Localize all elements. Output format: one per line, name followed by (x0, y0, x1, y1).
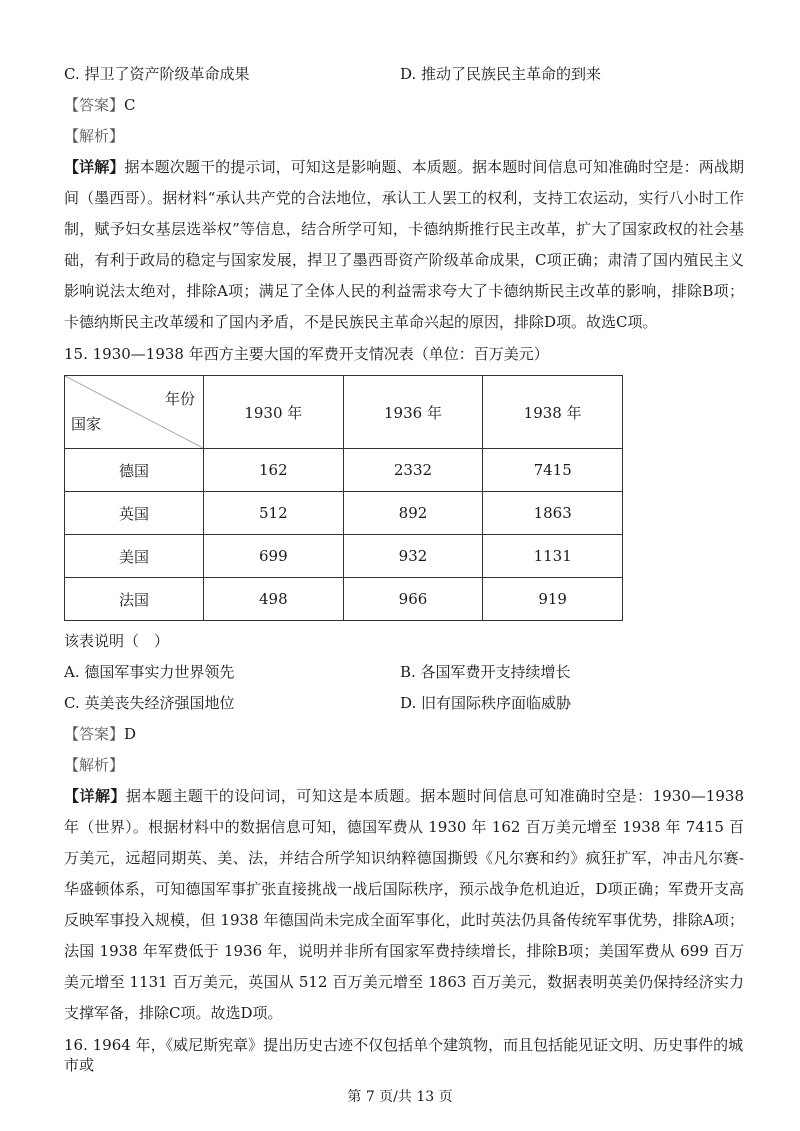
table-row (65, 535, 623, 578)
options-row (64, 64, 744, 84)
option-c: C. 捍卫了资产阶级革命成果 (64, 65, 250, 83)
page-number: 第 7 页/共 13 页 (347, 1089, 453, 1105)
country-cell: 德国 (65, 449, 204, 492)
answer-line (64, 724, 744, 744)
detail-text: 据本题主题干的设问词，可知这是本质题。据本题时间信息可知准确时空是：1930—1938 年（世界）。根据材料中的数据信息可知，德国军费从 1930 年 162 百万美元增至 1938 年 7415 百万美元，远超同期英、美、法，并结合所学知识纳粹德国撕毁《凡尔赛和约》疯狂扩军，冲击凡尔赛-华盛顿体系，可知德国军事扩张直接挑战一战后国际秩序，预示战争危机迫近，D项正确；军费开支高反映军事投入规模，但 1938 年德国尚未完成全面军事化，此时英法仍具备传统军事优势，排除A项；法国 1938 年军费低于 1936 年，说明并非所有国家军费持续增长，排除B项；美国军费从 699 百万美元增至 1131 百万美元，英国从 512 百万美元增至 1863 百万美元，数据表明英美仍保持经济实力支撑军备，排除C项。故选D项。 (64, 787, 744, 1022)
option-c: C. 英美丧失经济强国地位 (64, 694, 235, 712)
country-cell: 法国 (65, 578, 204, 621)
answer-label: 【答案】 (64, 725, 125, 743)
value-cell: 966 (343, 578, 483, 621)
diagonal-line (65, 376, 203, 448)
header-country-label: 国家 (71, 415, 102, 433)
value-cell: 2332 (343, 449, 483, 492)
detail-label: 【详解】 (64, 158, 125, 176)
detail-paragraph (64, 781, 744, 1029)
value-cell: 892 (343, 492, 483, 535)
value-cell: 498 (204, 578, 344, 621)
country-cell: 美国 (65, 535, 204, 578)
column-header: 1938 年 (483, 376, 623, 449)
analysis-heading: 【解析】 (64, 756, 125, 774)
column-header: 1936 年 (343, 376, 483, 449)
value-cell: 919 (483, 578, 623, 621)
question-16-text: 16. 1964 年，《威尼斯宪章》提出历史古迹不仅包括单个建筑物，而且包括能见证文明、历史事件的城市或 (64, 1036, 744, 1074)
question-15-stem: 该表说明（ ） (64, 632, 170, 650)
option-b: B. 各国军费开支持续增长 (400, 663, 571, 681)
diagonal-header-cell (65, 376, 204, 449)
value-cell: 512 (204, 492, 344, 535)
table-row (65, 492, 623, 535)
value-cell: 1131 (483, 535, 623, 578)
options-row (64, 662, 744, 682)
option-d: D. 推动了民族民主革命的到来 (400, 65, 602, 83)
option-a: A. 德国军事实力世界领先 (64, 663, 235, 681)
option-d: D. 旧有国际秩序面临威胁 (400, 694, 572, 712)
table-row (65, 449, 623, 492)
column-header: 1930 年 (204, 376, 344, 449)
country-cell: 英国 (65, 492, 204, 535)
header-year-label: 年份 (164, 390, 195, 408)
table-header-row (65, 376, 623, 449)
answer-line (64, 95, 744, 115)
answer-label: 【答案】 (64, 96, 125, 114)
value-cell: 7415 (483, 449, 623, 492)
detail-paragraph (64, 152, 744, 338)
detail-text: 据本题次题干的提示词，可知这是影响题、本质题。据本题时间信息可知准确时空是：两战期间（墨西哥）。据材料“承认共产党的合法地位，承认工人罢工的权利，支持工农运动，实行八小时工作制，赋予妇女基层选举权”等信息，结合所学可知，卡德纳斯推行民主改革，扩大了国家政权的社会基础，有利于政局的稳定与国家发展，捍卫了墨西哥资产阶级革命成果，C项正确；肃清了国内殖民主义影响说法太绝对，排除A项；满足了全体人民的利益需求夸大了卡德纳斯民主改革的影响，排除B项；卡德纳斯民主改革缓和了国内矛盾，不是民族民主革命兴起的原因，排除D项。故选C项。 (64, 158, 744, 331)
analysis-label (64, 755, 744, 775)
answer-value: D (124, 725, 137, 743)
question-15-title: 15. 1930—1938 年西方主要大国的军费开支情况表（单位：百万美元） (64, 345, 549, 363)
analysis-label (64, 126, 744, 146)
table-row (65, 578, 623, 621)
value-cell: 162 (204, 449, 344, 492)
answer-value: C (124, 96, 136, 114)
detail-label: 【详解】 (64, 787, 126, 805)
value-cell: 1863 (483, 492, 623, 535)
value-cell: 699 (204, 535, 344, 578)
analysis-heading: 【解析】 (64, 127, 125, 145)
military-expenditure-table (64, 375, 623, 621)
options-row (64, 693, 744, 713)
value-cell: 932 (343, 535, 483, 578)
